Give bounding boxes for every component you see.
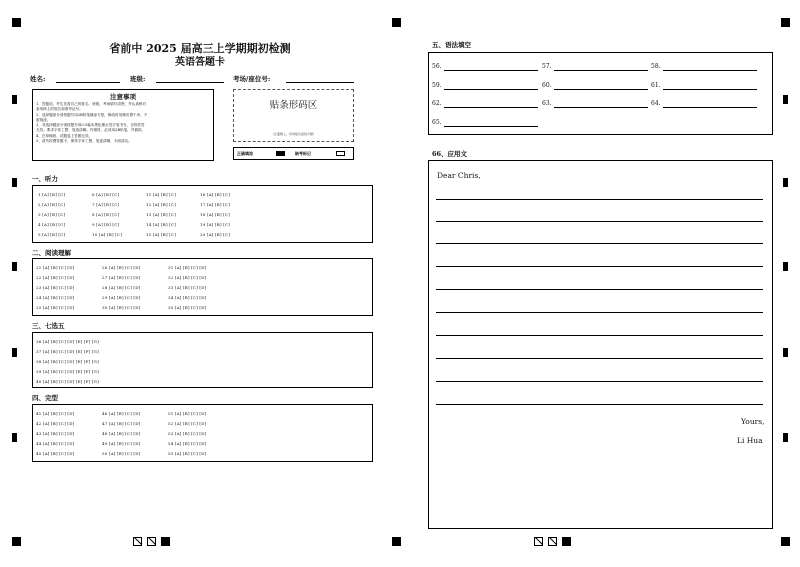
answer-row[interactable]: 51 [A] [B] [C] [D] [168, 411, 207, 416]
blank-number: 62. [432, 100, 442, 107]
essay-line[interactable] [436, 358, 763, 359]
notice-box [32, 89, 214, 161]
answer-row[interactable]: 52 [A] [B] [C] [D] [168, 421, 207, 426]
timing-tick [783, 95, 788, 104]
barcode-title: 贴条形码区 [269, 100, 318, 111]
blank-number: 64. [651, 100, 661, 107]
essay-line[interactable] [436, 266, 763, 267]
answer-row[interactable]: 46 [A] [B] [C] [D] [102, 411, 141, 416]
seven-five-box [32, 332, 373, 388]
page-title: 省前中 2025 届高三上学期期初检测 [109, 42, 291, 55]
notice-line: 5、请勿折叠答题卡，保持字体工整，笔迹清晰、卡面清洁。 [36, 139, 132, 144]
registration-mark-bottom-center [392, 537, 401, 546]
answer-row[interactable]: 3 [A] [B] [C] [38, 212, 66, 217]
grammar-blank[interactable] [444, 89, 538, 90]
answer-row[interactable]: 42 [A] [B] [C] [D] [36, 421, 75, 426]
correct-fill-label: 正确填涂 [237, 151, 253, 156]
code-mark-solid [161, 537, 170, 546]
essay-line[interactable] [436, 335, 763, 336]
timing-tick [12, 433, 17, 442]
blank-number: 61. [651, 82, 661, 89]
timing-tick [12, 178, 17, 187]
essay-line[interactable] [436, 312, 763, 313]
blank-number: 60. [542, 82, 552, 89]
answer-row[interactable]: 24 [A] [B] [C] [D] [36, 295, 75, 300]
registration-mark-bottom-left [12, 537, 21, 546]
barcode-area[interactable] [233, 89, 354, 142]
section-title-reading: 二、阅读理解 [32, 249, 71, 257]
code-mark-solid [562, 537, 571, 546]
correct-fill-sample [276, 151, 285, 156]
essay-line[interactable] [436, 404, 763, 405]
grammar-blank[interactable] [554, 89, 648, 90]
answer-row[interactable]: 39 [A] [B] [C] [D] [E] [F] [G] [36, 369, 99, 374]
grammar-blank[interactable] [663, 89, 757, 90]
cloze-box [32, 404, 373, 462]
name-label: 姓名: [30, 75, 46, 83]
answer-row[interactable]: 44 [A] [B] [C] [D] [36, 441, 75, 446]
grammar-blank[interactable] [554, 70, 648, 71]
absent-label: 缺考标记 [295, 151, 311, 156]
essay-line[interactable] [436, 381, 763, 382]
page-subtitle: 英语答题卡 [175, 57, 225, 68]
answer-row[interactable]: 32 [A] [B] [C] [D] [168, 275, 207, 280]
answer-row[interactable]: 54 [A] [B] [C] [D] [168, 441, 207, 446]
answer-row[interactable]: 21 [A] [B] [C] [D] [36, 265, 75, 270]
answer-row[interactable]: 6 [A] [B] [C] [92, 192, 120, 197]
answer-row[interactable]: 47 [A] [B] [C] [D] [102, 421, 141, 426]
grammar-blank[interactable] [663, 107, 757, 108]
answer-row[interactable]: 7 [A] [B] [C] [92, 202, 120, 207]
answer-row[interactable]: 45 [A] [B] [C] [D] [36, 451, 75, 456]
answer-row[interactable]: 34 [A] [B] [C] [D] [168, 295, 207, 300]
answer-row[interactable]: 36 [A] [B] [C] [D] [E] [F] [G] [36, 339, 99, 344]
essay-line[interactable] [436, 221, 763, 222]
code-mark-slash [548, 537, 557, 546]
notice-line: 留痕迹。 [36, 117, 51, 122]
answer-row[interactable]: 19 [A] [B] [C] [200, 222, 230, 227]
notice-line: 4、在草稿纸、试题卷上答题无效。 [36, 133, 93, 138]
name-field[interactable] [56, 82, 120, 83]
code-mark-slash [133, 537, 142, 546]
grammar-blank[interactable] [444, 107, 538, 108]
answer-row[interactable]: 13 [A] [B] [C] [146, 212, 176, 217]
seat-label: 考场/座位号: [233, 75, 271, 83]
grammar-blank[interactable] [444, 70, 538, 71]
blank-number: 63. [542, 100, 552, 107]
answer-row[interactable]: 43 [A] [B] [C] [D] [36, 431, 75, 436]
code-mark-slash [147, 537, 156, 546]
timing-tick [783, 178, 788, 187]
notice-line: 条形码上的姓名和准考证号。 [36, 107, 83, 112]
notice-title: 注意事项 [110, 93, 136, 101]
answer-row[interactable]: 33 [A] [B] [C] [D] [168, 285, 207, 290]
section-title-grammar: 五、语法填空 [432, 41, 471, 49]
class-label: 班级: [130, 75, 146, 83]
seat-field[interactable] [286, 82, 354, 83]
answer-row[interactable]: 2 [A] [B] [C] [38, 202, 66, 207]
section-title-listening: 一、听力 [32, 175, 58, 183]
answer-row[interactable]: 1 [A] [B] [C] [38, 192, 66, 197]
answer-row[interactable]: 26 [A] [B] [C] [D] [102, 265, 141, 270]
answer-row[interactable]: 30 [A] [B] [C] [D] [102, 305, 141, 310]
answer-row[interactable]: 38 [A] [B] [C] [D] [E] [F] [G] [36, 359, 99, 364]
answer-row[interactable]: 29 [A] [B] [C] [D] [102, 295, 141, 300]
answer-row[interactable]: 12 [A] [B] [C] [146, 202, 176, 207]
answer-row[interactable]: 48 [A] [B] [C] [D] [102, 431, 141, 436]
class-field[interactable] [156, 82, 224, 83]
timing-tick [12, 348, 17, 357]
registration-mark-top-right [781, 18, 790, 27]
reading-box [32, 258, 373, 316]
grammar-blank[interactable] [444, 126, 538, 127]
answer-row[interactable]: 37 [A] [B] [C] [D] [E] [F] [G] [36, 349, 99, 354]
answer-row[interactable]: 5 [A] [B] [C] [38, 232, 66, 237]
answer-row[interactable]: 17 [A] [B] [C] [200, 202, 230, 207]
answer-row[interactable]: 20 [A] [B] [C] [200, 232, 230, 237]
blank-number: 57. [542, 63, 552, 70]
essay-box[interactable] [428, 160, 773, 529]
answer-row[interactable]: 4 [A] [B] [C] [38, 222, 66, 227]
answer-row[interactable]: 8 [A] [B] [C] [92, 212, 120, 217]
notice-line: 3、非选择题部分请按题号用0.5毫米黑色墨水签字笔书写，否则作答 [36, 123, 145, 128]
notice-body [33, 101, 213, 145]
blank-number: 58. [651, 63, 661, 70]
barcode-note: （正面朝上，切勿贴出虚线方框） [270, 132, 316, 136]
answer-row[interactable]: 41 [A] [B] [C] [D] [36, 411, 75, 416]
registration-mark-top-left [12, 18, 21, 27]
grammar-box [428, 52, 773, 135]
notice-line: 2、选择题部分请按题号用2B铅笔填涂方框，修改时用橡皮擦干净，不 [36, 112, 148, 117]
mark-legend [233, 147, 354, 160]
answer-row[interactable]: 22 [A] [B] [C] [D] [36, 275, 75, 280]
answer-row[interactable]: 50 [A] [B] [C] [D] [102, 451, 141, 456]
section-title-seven-five: 三、七选五 [32, 322, 65, 330]
registration-mark-top-center [392, 18, 401, 27]
blank-number: 56. [432, 63, 442, 70]
answer-row[interactable]: 23 [A] [B] [C] [D] [36, 285, 75, 290]
answer-row[interactable]: 55 [A] [B] [C] [D] [168, 451, 207, 456]
timing-tick [12, 262, 17, 271]
essay-closing: Yours, [741, 417, 765, 426]
code-mark-slash [534, 537, 543, 546]
registration-mark-bottom-right [781, 537, 790, 546]
notice-line: 1、答题前，考生先将自己的姓名、班级、考场填写清楚，并认真核对 [36, 102, 147, 106]
timing-tick [12, 95, 17, 104]
answer-row[interactable]: 18 [A] [B] [C] [200, 212, 230, 217]
blank-number: 65. [432, 119, 442, 126]
section-title-cloze: 四、完型 [32, 394, 58, 402]
notice-line: 无效。要求字体工整、笔迹清晰。作图时，必须用2B铅笔，并描浓。 [36, 128, 146, 133]
answer-row[interactable]: 11 [A] [B] [C] [146, 192, 176, 197]
grammar-blank[interactable] [554, 107, 648, 108]
timing-tick [783, 433, 788, 442]
section-title-writing: 66、应用文 [432, 150, 468, 158]
answer-row[interactable]: 10 [A] [B] [C] [92, 232, 122, 237]
answer-row[interactable]: 16 [A] [B] [C] [200, 192, 230, 197]
essay-line[interactable] [436, 243, 763, 244]
answer-row[interactable]: 15 [A] [B] [C] [146, 232, 176, 237]
blank-number: 59. [432, 82, 442, 89]
answer-row[interactable]: 40 [A] [B] [C] [D] [E] [F] [G] [36, 379, 99, 384]
timing-tick [783, 348, 788, 357]
answer-row[interactable]: 25 [A] [B] [C] [D] [36, 305, 75, 310]
grammar-blank[interactable] [663, 70, 757, 71]
answer-row[interactable]: 49 [A] [B] [C] [D] [102, 441, 141, 446]
timing-tick [783, 262, 788, 271]
listening-box [32, 185, 373, 243]
answer-row[interactable]: 27 [A] [B] [C] [D] [102, 275, 141, 280]
absent-mark-box[interactable] [336, 151, 345, 156]
essay-signature: Li Hua [737, 436, 763, 445]
answer-row[interactable]: 53 [A] [B] [C] [D] [168, 431, 207, 436]
answer-row[interactable]: 9 [A] [B] [C] [92, 222, 120, 227]
answer-row[interactable]: 14 [A] [B] [C] [146, 222, 176, 227]
essay-greeting: Dear Chris, [437, 171, 481, 180]
essay-line[interactable] [436, 199, 763, 200]
essay-line[interactable] [436, 289, 763, 290]
answer-row[interactable]: 28 [A] [B] [C] [D] [102, 285, 141, 290]
answer-row[interactable]: 35 [A] [B] [C] [D] [168, 305, 207, 310]
answer-row[interactable]: 31 [A] [B] [C] [D] [168, 265, 207, 270]
